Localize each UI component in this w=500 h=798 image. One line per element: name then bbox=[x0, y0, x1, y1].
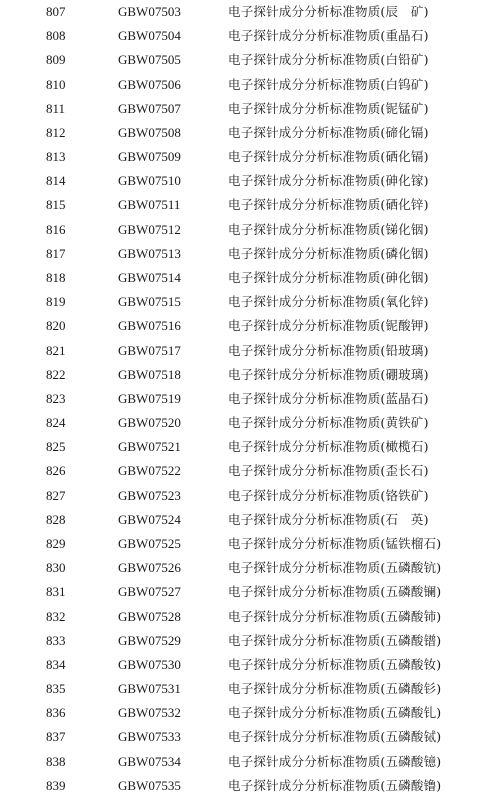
material-code: GBW07513 bbox=[118, 245, 181, 261]
material-code: GBW07510 bbox=[118, 173, 181, 189]
row-number: 824 bbox=[46, 415, 66, 431]
row-number: 831 bbox=[46, 584, 66, 600]
row-number: 811 bbox=[46, 100, 66, 116]
material-code: GBW07505 bbox=[118, 52, 181, 68]
material-name: 电子探针成分分析标准物质(铬铁矿) bbox=[228, 487, 429, 503]
material-code: GBW07503 bbox=[118, 4, 181, 19]
material-name: 电子探针成分分析标准物质(硼玻璃) bbox=[228, 366, 429, 382]
material-name: 电子探针成分分析标准物质(五磷酸镨) bbox=[228, 632, 442, 648]
material-code: GBW07520 bbox=[118, 415, 181, 431]
table-row bbox=[0, 0, 500, 24]
material-code: GBW07515 bbox=[118, 294, 181, 310]
material-code: GBW07521 bbox=[118, 439, 181, 455]
row-number: 821 bbox=[46, 342, 66, 358]
material-code: GBW07528 bbox=[118, 608, 181, 624]
material-name: 电子探针成分分析标准物质(磷化铟) bbox=[228, 245, 429, 261]
material-name: 电子探针成分分析标准物质(五磷酸镱) bbox=[228, 753, 442, 769]
row-number: 807 bbox=[46, 4, 66, 19]
material-code: GBW07529 bbox=[118, 632, 181, 648]
table-row bbox=[0, 750, 500, 774]
table-row bbox=[0, 605, 500, 629]
material-name: 电子探针成分分析标准物质(白钨矿) bbox=[228, 76, 429, 92]
row-number: 838 bbox=[46, 753, 66, 769]
material-code: GBW07522 bbox=[118, 463, 181, 479]
material-code: GBW07534 bbox=[118, 753, 181, 769]
row-number: 837 bbox=[46, 729, 66, 745]
material-code: GBW07506 bbox=[118, 76, 181, 92]
material-name: 电子探针成分分析标准物质(橄榄石) bbox=[228, 439, 429, 455]
material-name: 电子探针成分分析标准物质(硒化镉) bbox=[228, 149, 429, 165]
material-name: 电子探针成分分析标准物质(五磷酸钪) bbox=[228, 560, 442, 576]
material-code: GBW07514 bbox=[118, 269, 181, 285]
material-name: 电子探针成分分析标准物质(蓝晶石) bbox=[228, 390, 429, 406]
material-code: GBW07517 bbox=[118, 342, 181, 358]
table-row bbox=[0, 556, 500, 580]
table-row bbox=[0, 73, 500, 97]
table-row bbox=[0, 314, 500, 338]
material-code: GBW07530 bbox=[118, 656, 181, 672]
material-name: 电子探针成分分析标准物质(五磷酸镧) bbox=[228, 584, 442, 600]
table-row bbox=[0, 435, 500, 459]
material-name: 电子探针成分分析标准物质(石 英) bbox=[228, 511, 429, 527]
table-row bbox=[0, 339, 500, 363]
row-number: 816 bbox=[46, 221, 66, 237]
row-number: 822 bbox=[46, 366, 66, 382]
material-code: GBW07527 bbox=[118, 584, 181, 600]
material-code: GBW07526 bbox=[118, 560, 181, 576]
row-number: 835 bbox=[46, 681, 66, 697]
row-number: 817 bbox=[46, 245, 66, 261]
row-number: 828 bbox=[46, 511, 66, 527]
table-row bbox=[0, 387, 500, 411]
table-row bbox=[0, 484, 500, 508]
table-row bbox=[0, 629, 500, 653]
table-row bbox=[0, 580, 500, 604]
material-name: 电子探针成分分析标准物质(五磷酸铈) bbox=[228, 608, 442, 624]
material-name: 电子探针成分分析标准物质(五磷酸铽) bbox=[228, 729, 442, 745]
table-row bbox=[0, 121, 500, 145]
material-code: GBW07531 bbox=[118, 681, 181, 697]
material-code: GBW07535 bbox=[118, 777, 181, 793]
table-row bbox=[0, 290, 500, 314]
material-code: GBW07504 bbox=[118, 28, 181, 44]
table-row bbox=[0, 363, 500, 387]
table-row bbox=[0, 459, 500, 483]
table-row bbox=[0, 266, 500, 290]
material-code: GBW07518 bbox=[118, 366, 181, 382]
material-code: GBW07516 bbox=[118, 318, 181, 334]
material-name: 电子探针成分分析标准物质(锰铁榴石) bbox=[228, 535, 442, 551]
material-name: 电子探针成分分析标准物质(五磷酸钆) bbox=[228, 705, 442, 721]
table-row bbox=[0, 97, 500, 121]
material-name: 电子探针成分分析标准物质(碲化镉) bbox=[228, 124, 429, 140]
table-row bbox=[0, 653, 500, 677]
row-number: 832 bbox=[46, 608, 66, 624]
row-number: 813 bbox=[46, 149, 66, 165]
row-number: 829 bbox=[46, 535, 66, 551]
material-name: 电子探针成分分析标准物质(硒化锌) bbox=[228, 197, 429, 213]
table-row bbox=[0, 24, 500, 48]
material-name: 电子探针成分分析标准物质(砷化铟) bbox=[228, 269, 429, 285]
row-number: 809 bbox=[46, 52, 66, 68]
material-name: 电子探针成分分析标准物质(五磷酸镥) bbox=[228, 777, 442, 793]
material-code: GBW07519 bbox=[118, 390, 181, 406]
table-row bbox=[0, 169, 500, 193]
table-row bbox=[0, 532, 500, 556]
table-row bbox=[0, 725, 500, 749]
table-row bbox=[0, 48, 500, 72]
table-row bbox=[0, 508, 500, 532]
material-name: 电子探针成分分析标准物质(白铅矿) bbox=[228, 52, 429, 68]
material-code: GBW07509 bbox=[118, 149, 181, 165]
row-number: 823 bbox=[46, 390, 66, 406]
material-code: GBW07524 bbox=[118, 511, 181, 527]
table-row bbox=[0, 411, 500, 435]
row-number: 825 bbox=[46, 439, 66, 455]
table-row bbox=[0, 701, 500, 725]
row-number: 839 bbox=[46, 777, 66, 793]
table-row bbox=[0, 218, 500, 242]
material-name: 电子探针成分分析标准物质(重晶石) bbox=[228, 28, 429, 44]
row-number: 815 bbox=[46, 197, 66, 213]
material-code: GBW07523 bbox=[118, 487, 181, 503]
material-name: 电子探针成分分析标准物质(砷化镓) bbox=[228, 173, 429, 189]
material-name: 电子探针成分分析标准物质(锑化铟) bbox=[228, 221, 429, 237]
material-code: GBW07507 bbox=[118, 100, 181, 116]
row-number: 814 bbox=[46, 173, 66, 189]
row-number: 826 bbox=[46, 463, 66, 479]
row-number: 812 bbox=[46, 124, 66, 140]
material-name: 电子探针成分分析标准物质(氧化锌) bbox=[228, 294, 429, 310]
row-number: 830 bbox=[46, 560, 66, 576]
table-row bbox=[0, 677, 500, 701]
table-row bbox=[0, 242, 500, 266]
material-code: GBW07525 bbox=[118, 535, 181, 551]
material-name: 电子探针成分分析标准物质(歪长石) bbox=[228, 463, 429, 479]
row-number: 819 bbox=[46, 294, 66, 310]
row-number: 818 bbox=[46, 269, 66, 285]
material-name: 电子探针成分分析标准物质(五磷酸钕) bbox=[228, 656, 442, 672]
material-code: GBW07532 bbox=[118, 705, 181, 721]
material-name: 电子探针成分分析标准物质(铅玻璃) bbox=[228, 342, 429, 358]
row-number: 820 bbox=[46, 318, 66, 334]
material-name: 电子探针成分分析标准物质(黄铁矿) bbox=[228, 415, 429, 431]
table-row bbox=[0, 145, 500, 169]
row-number: 836 bbox=[46, 705, 66, 721]
material-name: 电子探针成分分析标准物质(铌锰矿) bbox=[228, 100, 429, 116]
material-name: 电子探针成分分析标准物质(辰 矿) bbox=[228, 4, 429, 19]
row-number: 833 bbox=[46, 632, 66, 648]
row-number: 834 bbox=[46, 656, 66, 672]
row-number: 810 bbox=[46, 76, 66, 92]
row-number: 808 bbox=[46, 28, 66, 44]
material-name: 电子探针成分分析标准物质(铌酸钾) bbox=[228, 318, 429, 334]
material-name: 电子探针成分分析标准物质(五磷酸钐) bbox=[228, 681, 442, 697]
material-code: GBW07533 bbox=[118, 729, 181, 745]
material-code: GBW07512 bbox=[118, 221, 181, 237]
material-code: GBW07511 bbox=[118, 197, 181, 213]
table-row bbox=[0, 193, 500, 217]
row-number: 827 bbox=[46, 487, 66, 503]
material-code: GBW07508 bbox=[118, 124, 181, 140]
table-row bbox=[0, 774, 500, 798]
